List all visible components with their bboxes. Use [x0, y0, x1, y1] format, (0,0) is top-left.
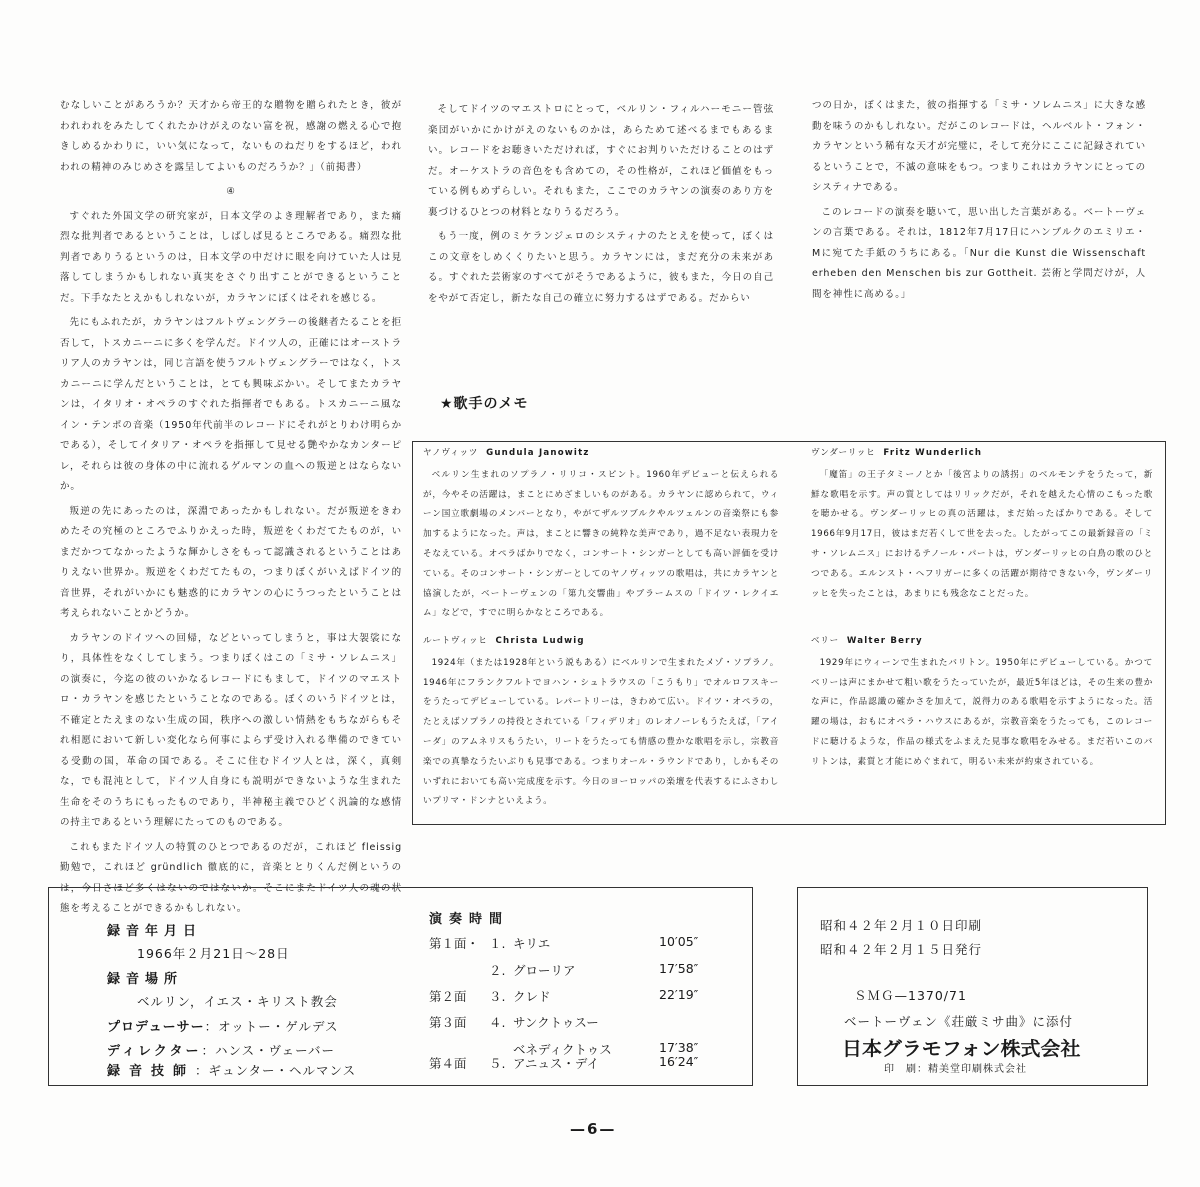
singer-bio: 「魔笛」の王子タミーノとか「後宮よりの誘拐」のベルモンテをうたって，新鮮な歌唱を示す。声の質としてはリリックだが，それを越えた心情のこもった歌を聴かせる。ヴンダーリッヒの真の活躍は，まだ始ったばかりである。そして1966年9月17日，彼はまだ若くして世を去った。したがってこの最新録音の「ミサ・ソレムニス」におけるテノール・パートは，ヴンダーリッヒの白鳥の歌のひとつである。エルンスト・ヘフリガーに多くの活躍が期待できない今，ヴンダーリッヒを失ったことは，あまりにも残念なことだった。 [811, 469, 1153, 599]
singer-name [423, 444, 779, 464]
singer-memo-title: ★歌手のメモ [440, 396, 529, 412]
singer-name-ja: ルートヴィッヒ [423, 636, 488, 646]
essay-paragraph: すぐれた外国文学の研究家が，日本文学のよき理解者であり，また痛烈な批判者であるということは，しばしば見るところである。痛烈な批判者でありうるというのは，日本文学の中だけに眼を向けていた人は見落してしまうかもしれない真実をさぐり出すことができるということだ。下手なたとえかもしれないが，カラヤンにぼくはそれを感じる。 [60, 210, 402, 304]
engineer-name: ：ギュンター・ヘルマンス [195, 1063, 357, 1078]
track-side: 第３面 [429, 1015, 467, 1030]
issue-date: 昭和４２年２月１５日発行 [820, 942, 983, 957]
timing-title: 演奏時間 [429, 912, 510, 927]
section-marker: ④ [226, 186, 236, 197]
track-number: １. [489, 936, 506, 951]
track-side: 第２面 [429, 989, 467, 1004]
publisher-logo-text: 日本グラモフォン株式会社 [842, 1038, 1081, 1060]
producer-row [107, 1016, 339, 1035]
track-number: ５. [489, 1056, 506, 1071]
essay-paragraph: 叛逆の先にあったのは，深淵であったかもしれない。だが叛逆をきわめたその究極のところでふりかえった時，叛逆をくわだてたものが，いまだかつてなかったような輝かしさをもって認識されるということはありえない世界か。叛逆をくわだてたもの，つまりぼくがいえばドイツ的音世界，それがいかにも魅惑的にカラヤンの心にうつったということは考えられないことかどうか。 [60, 505, 402, 619]
track-number: ４. [489, 1015, 506, 1030]
track-title: ベネディクトゥス [513, 1042, 612, 1057]
singer-name-latin: Walter Berry [846, 636, 923, 646]
print-date: 昭和４２年２月１０日印刷 [820, 918, 983, 933]
singer-name [811, 444, 1153, 464]
singer-name-ja: ヴンダーリッヒ [811, 448, 876, 458]
printing-info-box [797, 887, 1148, 1086]
track-number: ２. [489, 963, 506, 978]
recording-place: ベルリン，イエス・キリスト教会 [137, 994, 338, 1009]
track-time: 10′05″ [659, 934, 699, 949]
essay-column-3 [812, 96, 1146, 309]
director-name: ：ハンス・ヴェーバー [201, 1043, 335, 1058]
director-label: ディレクター [107, 1044, 202, 1059]
singer-bio: ベルリン生まれのソプラノ・リリコ・スピント。1960年デビューと伝えられるが，今やその活躍は，まことにめざましいものがある。カラヤンに認められて，ウィーン国立歌劇場のメンバーとなり，やがてザルツブルクやルツェルンの音楽祭にも参加するようになった。声は，まことに響きの純粋な美声であり，過不足ない表現力をそなえている。オペラばかりでなく，コンサート・シンガーとしても高い評価を受けている。そのコンサート・シンガーとしてのヤノヴィッツの歌唱は，共にカラヤンと協演したが，ベートーヴェンの「第九交響曲」やブラームスの「ドイツ・レクイエム」などで，すでに明らかなところである。 [423, 469, 779, 619]
producer-label: プロデューサー [107, 1020, 205, 1035]
singer-entry-ludwig [423, 632, 779, 812]
singer-entry-wunderlich [811, 444, 1153, 604]
singer-name-ja: ベリー [811, 636, 839, 646]
essay-column-2 [428, 100, 774, 313]
singer-name [423, 632, 779, 652]
singer-name [811, 632, 1153, 652]
track-number: ３. [489, 989, 506, 1004]
attachment-note: ベートーヴェン《荘厳ミサ曲》に添付 [844, 1014, 1074, 1029]
singer-entry-berry [811, 632, 1153, 773]
essay-paragraph: 先にもふれたが，カラヤンはフルトヴェングラーの後継者たることを拒否して，トスカニーニに多くを学んだ。ドイツ人の，正確にはオーストラリア人のカラヤンは，同じ言語を使うフルトヴェングラーではなく，トスカニーニに学んだということは，とても興味ぶかい。そしてまたカラヤンは，イタリオ・オペラのすぐれた指揮者でもある。トスカニーニ風なイン・テンポの音楽（1950年代前半のレコードにそれがとりわけ明らかである），そしてイタリア・オペラを指揮して見せる艶やかなカンターピレ，それらは彼の身体の中に流れるゲルマンの血への叛逆とはならないか。 [60, 317, 402, 492]
engineer-label: 録音技師 [107, 1064, 196, 1079]
essay-paragraph: そしてドイツのマエストロにとって，ベルリン・フィルハーモニー管弦楽団がいかにかけがえのないものかは，あらためて述べるまでもあるまい。レコードをお聴きいただければ，すぐにお判りいただけることのはずだ。オーケストラの音色をも含めての，その性格が，これほど価値をもっている例もめずらしい。それもまた，ここでのカラヤンの演奏のあり方を裏づけるひとつの材料となりうるだろう。 [428, 104, 774, 218]
recording-place-label: 録音場所 [107, 972, 184, 987]
singer-entry-janowitz [423, 444, 779, 624]
essay-paragraph: カラヤンのドイツへの回帰，などといってしまうと，事は大袈裟になり，具体性をなくしてしまう。つまりぼくはこの「ミサ・ソレムニス」の演奏に，今迄の彼のいかなるレコードにもまして，ドイツのマエストロ・カラヤンを感じたということなのである。ぼくのいうドイツとは，不確定とたえまのない生成の国，秩序への激しい情熱をもちながらもそれ相愿において新しい変化なら何事によらず受け入れる準備のできている受動の国，革命の国である。そこに住むドイツ人とは，深く，真剣な，でも混沌として，ドイツ人自身にも説明ができないような生まれた生命をそのうちにもったものであり，半神秘主義でひどく汎論的な感情の持主であるという理解にたってのものである。 [60, 632, 402, 828]
singer-memo-box [412, 441, 1166, 825]
track-title: サンクトゥスー [513, 1015, 599, 1030]
printer-credit: 印 刷：精美堂印刷株式会社 [884, 1064, 1027, 1075]
recording-date-label: 録音年月日 [107, 924, 203, 939]
track-time: 16′24″ [659, 1054, 699, 1069]
credits-box [48, 887, 753, 1086]
track-time: 17′38″ [659, 1040, 699, 1055]
singer-name-latin: Fritz Wunderlich [883, 448, 983, 458]
essay-paragraph: つの日か，ぼくはまた，彼の指揮する「ミサ・ソレムニス」に大きな感動を味うのかもしれない。だがこのレコードは，ヘルベルト・フォン・カラヤンという稀有な天才が完璧に，そして充分にここに記録されているということで，不滅の意味をもつ。つまりこれはカラヤンにとってのシスティナである。 [812, 100, 1146, 193]
director-row [107, 1040, 335, 1059]
singer-name-latin: Gundula Janowitz [486, 448, 590, 458]
track-title: クレド [513, 989, 551, 1004]
track-time: 17′58″ [659, 961, 699, 976]
track-title: グローリア [513, 963, 576, 978]
engineer-row [107, 1060, 356, 1079]
singer-bio: 1924年（または1928年という説もある）にベルリンで生まれたメゾ・ソプラノ。1946年にフランクフルトでヨハン・シュトラウスの「こうもり」でオルロフスキーをうたってデビューしている。レパートリーは，きわめて広い。ドイツ・オペラの，たとえばソプラノの持役とされている「フィデリオ」のレオノーレもうたえば，「アイーダ」のアムネリスもうたい，リートをうたっても情感の豊かな歌唱を示し，宗教音楽での真摯なうたいぶりも見事である。つまりオール・ラウンドであり，しかもそのいずれにおいても高い完成度を示す。今日のヨーロッパの楽壇を代表するにふさわしいプリマ・ドンナといえよう。 [423, 657, 779, 807]
essay-paragraph: これもまたドイツ人の特質のひとつであるのだが，これほど fleissig 勤勉で，これほど gründlich 徹底的に，音楽ととりくんだ例というのは，今日さほど多くはないのではないか。そこにまたドイツ人の魂の状態を考えることができるかもしれない。 [60, 841, 402, 914]
essay-column-1 [60, 96, 402, 924]
singer-name-ja: ヤノヴィッツ [423, 448, 479, 458]
recording-date: 1966年２月21日〜28日 [137, 946, 290, 961]
singer-bio: 1929年にウィーンで生まれたバリトン。1950年にデビューしている。かつてベリーは声にまかせて粗い歌をうたっていたが，最近5年ほどは，その生来の豊かな声に，作品認識の確かさを加えて，説得力のある歌唱を示すようになった。活躍の場は，おもにオペラ・ハウスにあるが，宗教音楽をうたっても，このレコードに聴けるような，作品の様式をふまえた見事な歌唱をみせる。まだ若いこのバリトンは，素質と才能にめぐまれて，明るい未来が約束されている。 [811, 657, 1153, 767]
catalog-number: ＳＭＧ—1370/71 [854, 988, 967, 1003]
singer-name-latin: Christa Ludwig [495, 636, 585, 646]
producer-name: ：オットー・ゲルデス [204, 1019, 339, 1034]
page-number: —6— [570, 1120, 617, 1138]
track-side: 第４面 [429, 1056, 467, 1071]
essay-paragraph: このレコードの演奏を聴いて，思い出した言葉がある。ベートーヴェンの言葉である。それは，1812年7月17日にハンブルクのエミリエ・Mに宛てた手紙のうちにある。「Nur die Kunst die Wissenschaft erheben den Menschen bis zur Gottheit. 芸術と学問だけが，人間を神性に高める。」 [812, 206, 1146, 300]
track-time: 22′19″ [659, 987, 699, 1002]
track-side: 第１面・ [429, 936, 480, 951]
track-title: アニュス・デイ [513, 1056, 600, 1071]
essay-paragraph: もう一度，例のミケランジェロのシスティナのたとえを使って，ぼくはこの文章をしめくくりたいと思う。カラヤンには，まだ充分の未来がある。すぐれた芸術家のすべてがそうであるように，彼もまた，今日の自己をやがて否定し，新たな自己の確立に努力するはずである。だからい [428, 231, 774, 304]
essay-paragraph: むなしいことがあろうか？天才から帝王的な贈物を贈られたとき，彼がわれわれをみたしてくれたかけがえのない富を祝，感謝の燃える心で抱きしめるかわりに，いい気になって，ないものねだりをするほど，われわれの精神のみじめさを露呈してよいものだろうか？」（前掲書） [60, 100, 402, 173]
track-title: キリエ [513, 936, 551, 951]
